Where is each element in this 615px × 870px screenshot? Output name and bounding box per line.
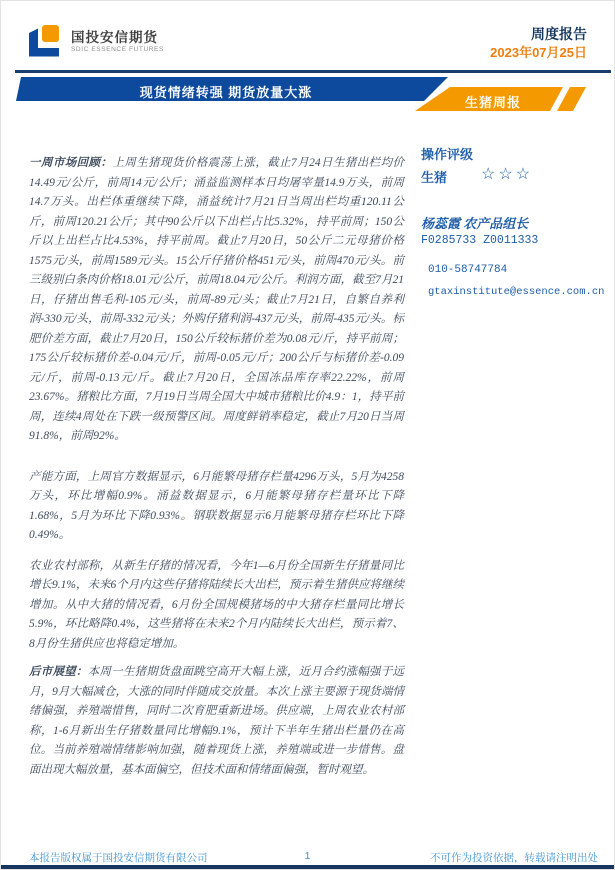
paragraph-text: 本周一生猪期货盘面跳空高开大幅上涨，近月合约涨幅强于远月，9月大幅减仓，大涨的同时伴随成交放量。本次上涨主要源于现货端情绪偏强，养殖端惜售，同时二次育肥重新进场。供应端，上周农业农村部称，1-6月新出生仔猪数量同比增幅9.1%，预计下半年生猪出栏量仍在高位。当前养殖端情绪影响加强，随着现货上涨，养殖端或进一步惜售。盘面出现大幅放量，基本面偏空，但技术面和情绪面偏强，暂时观望。 [29, 666, 405, 776]
footer-bottom-bar [1, 865, 614, 869]
paragraph-ministry [29, 557, 404, 655]
paragraph-lead: 后市展望： [29, 666, 88, 678]
rating-section-label: 操作评级 [421, 147, 474, 162]
header-divider [15, 70, 611, 73]
report-body [29, 154, 404, 780]
rating-stars-icon: ☆☆☆ [481, 166, 534, 183]
page-number: 1 [304, 850, 311, 862]
paragraph-text: 农业农村部称，从新生仔猪的情况看，今年1—6月份全国新生仔猪量同比增长9.1%，未来6个月内这些仔猪将陆续长大出栏，预示着生猪供应将继续增加。从中大猪的情况看，6月份全国规模猪场的中大猪存栏量同比增长5.9%，环比略降0.4%，这些猪将在未来2个月内陆续长大出栏，预示着7、8月份生猪供应也将稳定增加。 [29, 559, 404, 650]
report-category-tag: 生猪周报 [464, 95, 521, 110]
analyst-credentials: F0285733 Z0011333 [421, 234, 539, 247]
company-logo [29, 25, 164, 61]
contact-phone: 010-58747784 [428, 264, 508, 276]
company-name: 国投安信期货 [71, 30, 158, 45]
analyst-name-title: 杨蕊霞 农产品组长 [421, 216, 529, 231]
paragraph-text: 上周生猪现货价格震荡上涨，截止7月24日生猪出栏均价14.49元/公斤，前周14元/公斤；涌益监测样本日均屠宰量14.9万头，前周14.7万头。出栏体重继续下降，涌益统计7月21日当周出栏均重120.11公斤，前周120.21公斤；其中90公斤以下出栏占比5.32%，持平前周；150公斤以上出栏占比4.53%，持平前周。截止7月20日，50公斤二元母猪价格1575元/头，前周1589元/头。15公斤仔猪价格451元/头，前周470元/头。前三级别白条肉价格18.01元/公斤，前周18.04元/公斤。利润方面，截至7月21日，仔猪出售毛利-105元/头，前周-89元/头；截止7月21日，自繁自养利润-330元/头，前周-332元/头；外购仔猪利润-437元/头，前周-435元/头。标肥价差方面，截止7月20日，150公斤较标猪价差为0.08元/斤，持平前周；175公斤较标猪价差-0.04元/斤，前周-0.05元/斤；200公斤与标猪价差-0.09元/斤，前周-0.13元/斤。截止7月20日，全国冻品库存率22.22%，前周23.67%。猪粮比方面，7月19日当周全国大中城市猪粮比价4.9：1，持平前周，连续4周处在下跌一级预警区间。周度鲜销率稳定，截止7月20日当周91.8%，前周92%。 [29, 157, 405, 442]
company-name-en: SDIC ESSENCE FUTURES [71, 46, 164, 53]
footer-disclaimer: 不可作为投资依据，转载请注明出处 [430, 852, 598, 864]
report-title: 现货情绪转强 期货放量大涨 [139, 85, 313, 100]
paragraph-text: 产能方面，上周官方数据显示，6月能繁母猪存栏量4296万头，5月为4258万头，环比增幅0.9%。涌益数据显示，6月能繁母猪存栏量环比下降1.68%，5月为环比下降0.93%。钢联数据显示6月能繁母猪存栏环比下降0.49%。 [29, 470, 404, 541]
paragraph-lead: 一周市场回顾： [29, 157, 113, 169]
report-date: 2023年07月25日 [490, 45, 587, 61]
logo-mark-icon [29, 25, 65, 61]
product-name: 生猪 [421, 170, 448, 185]
rating-row [421, 167, 615, 187]
footer-copyright: 本报告版权属于国投安信期货有限公司 [29, 852, 208, 864]
contact-email: gtaxinstitute@essence.com.cn [428, 286, 605, 298]
paragraph-market-review [29, 154, 404, 447]
paragraph-outlook [29, 663, 404, 780]
report-type-label: 周度报告 [531, 26, 587, 42]
paragraph-capacity [29, 468, 404, 546]
